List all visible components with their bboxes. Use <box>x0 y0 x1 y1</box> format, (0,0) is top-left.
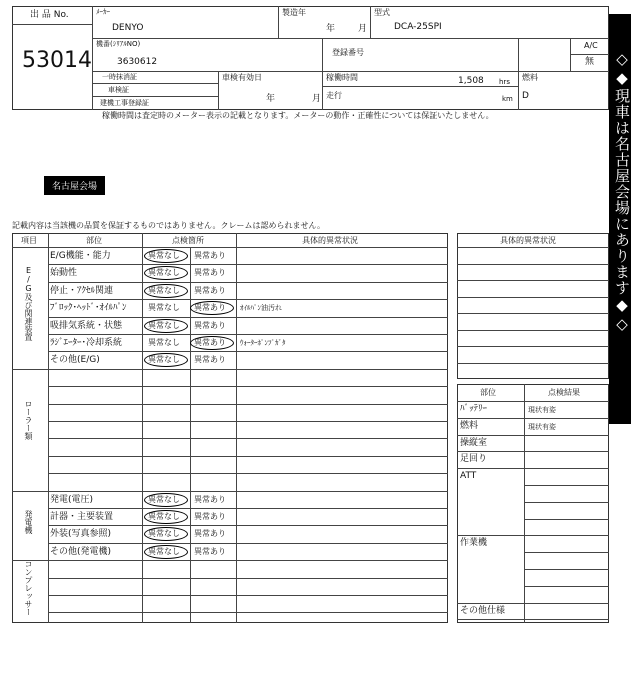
row-part: 計器・主要装置 <box>50 512 114 522</box>
result-line <box>524 586 609 587</box>
row-line <box>48 595 448 596</box>
row-line <box>48 386 448 387</box>
claim-notice: 記載内容は当該機の品質を保証するものではありません。クレームは認められません。 <box>12 221 325 230</box>
header-block <box>12 6 609 110</box>
result-line <box>457 435 609 436</box>
row-detail: ｳｫｰﾀｰﾎﾟﾝﾌﾟｶﾞﾀ <box>240 339 286 347</box>
status-circle <box>144 545 188 559</box>
result-line <box>457 468 609 469</box>
check-normal: 異常なし <box>148 512 180 521</box>
lot-label: 出 品 No. <box>30 10 69 20</box>
row-line <box>48 525 448 526</box>
right-detail-box <box>457 233 609 379</box>
hours-value: 1,508 <box>458 76 484 86</box>
row-line <box>48 473 448 474</box>
location-sidebar <box>609 14 631 424</box>
result-part: 燃料 <box>460 420 479 431</box>
check-abnormal: 異常あり <box>194 268 226 278</box>
ac-label: A/C <box>584 41 598 50</box>
row-line <box>48 543 448 544</box>
status-circle <box>144 249 188 263</box>
row-line <box>48 317 448 318</box>
result-part: 足回り <box>460 454 488 465</box>
result-part: ﾊﾞｯﾃﾘｰ <box>460 404 488 414</box>
row-detail: ｵｲﾙﾊﾟﾝ油汚れ <box>240 304 282 313</box>
result-table <box>457 384 609 623</box>
group-label-roller: ローラー類 <box>24 400 33 440</box>
check-abnormal: 異常あり <box>194 251 226 260</box>
check-normal: 異常なし <box>148 320 180 330</box>
maker-value: DENYO <box>112 23 144 33</box>
detail-line <box>457 297 609 298</box>
row-part: その他(発電機) <box>50 546 112 557</box>
result-line <box>457 451 609 452</box>
row-line <box>48 612 448 613</box>
col-header-part: 部位 <box>86 236 102 245</box>
row-line <box>48 334 448 335</box>
result-line <box>457 401 609 402</box>
check-normal: 異常なし <box>148 494 180 504</box>
ac-value: 無 <box>585 57 595 67</box>
group-line <box>12 491 448 492</box>
status-circle <box>144 493 188 507</box>
month-unit: 月 <box>358 24 368 34</box>
km-unit: km <box>502 95 513 103</box>
right-detail-header: 具体的異常状況 <box>500 236 556 245</box>
row-part: その他(E/G) <box>50 355 100 366</box>
row-part: E/G機能・能力 <box>50 251 111 261</box>
group-label-engine: E/G及び関連装置 <box>24 266 33 341</box>
model-value: DCA-25SPI <box>394 22 442 32</box>
result-line <box>524 502 609 503</box>
detail-line <box>457 346 609 347</box>
check-normal: 異常なし <box>148 251 180 260</box>
check-abnormal: 異常あり <box>194 529 226 539</box>
registration-label: 登録番号 <box>332 48 364 57</box>
fuel-label: 燃料 <box>522 73 538 82</box>
result-part: 作業機 <box>460 538 488 549</box>
result-part: 操縦室 <box>460 437 488 448</box>
row-line <box>48 264 448 265</box>
result-line <box>524 519 609 520</box>
check-normal: 異常なし <box>148 355 180 365</box>
detail-line <box>457 330 609 331</box>
result-part: その他仕様 <box>460 605 506 616</box>
result-line <box>457 418 609 419</box>
col-header-check: 点検箇所 <box>172 236 204 245</box>
check-abnormal: 異常あり <box>194 320 226 330</box>
sidebar-text: ◇◆現車は名古屋会場にあります◆◇ <box>613 50 631 334</box>
check-abnormal: 異常あり <box>194 338 226 347</box>
col-header-item: 項目 <box>21 236 37 245</box>
result-line <box>457 619 609 620</box>
row-part: 外装(写真参照) <box>50 529 112 540</box>
lot-number: 53014 <box>22 48 92 73</box>
group-line <box>12 369 448 370</box>
check-abnormal: 異常あり <box>194 494 226 504</box>
row-part: 停止・ｱｸｾﾙ関連 <box>50 285 114 296</box>
inspection-month-unit: 月 <box>312 94 322 104</box>
row-part: 始動性 <box>50 268 78 279</box>
row-line <box>48 421 448 422</box>
row-line <box>48 299 448 300</box>
row-line <box>48 282 448 283</box>
row-line <box>48 456 448 457</box>
status-circle <box>144 284 188 298</box>
row-part: 発電(電圧) <box>50 494 94 505</box>
license-temp-cancel: 一時抹消証 <box>102 73 137 81</box>
row-part: 吸排気系統・状態 <box>50 320 123 331</box>
inspection-valid-label: 車検有効日 <box>222 73 262 82</box>
hours-label: 稼働時間 <box>326 73 358 82</box>
result-line <box>457 535 609 536</box>
col-header-detail: 具体的異常状況 <box>302 236 358 245</box>
location-tag: 名古屋会場 <box>44 176 105 195</box>
check-abnormal: 異常あり <box>194 546 226 556</box>
group-line <box>12 560 448 561</box>
detail-line <box>457 264 609 265</box>
result-line <box>524 552 609 553</box>
check-normal: 異常なし <box>148 268 180 278</box>
row-part: ﾗｼﾞｴｰﾀｰ･冷却系統 <box>50 338 123 348</box>
fuel-value: D <box>522 91 529 101</box>
row-line <box>48 508 448 509</box>
group-label-compressor: コンプレッサー <box>24 560 33 616</box>
status-circle <box>190 336 234 350</box>
model-label: 型式 <box>374 8 390 17</box>
row-line <box>48 404 448 405</box>
check-abnormal: 異常あり <box>194 355 226 365</box>
check-normal: 異常なし <box>148 338 180 347</box>
result-header-part: 部位 <box>480 388 496 397</box>
check-normal: 異常なし <box>148 546 180 556</box>
check-abnormal: 異常あり <box>194 303 226 313</box>
row-line <box>48 578 448 579</box>
inspection-year-unit: 年 <box>266 94 276 104</box>
serial-label: 機番(ｼﾘｱﾙNO) <box>96 40 141 48</box>
result-line <box>457 603 609 604</box>
detail-line <box>457 280 609 281</box>
result-line <box>524 485 609 486</box>
license-construction: 建機工事登録証 <box>100 99 149 107</box>
check-normal: 異常なし <box>148 285 180 295</box>
hours-unit: hrs <box>499 78 510 86</box>
result-part: ATT <box>460 471 477 482</box>
check-abnormal: 異常あり <box>194 512 226 521</box>
year-unit: 年 <box>326 24 336 34</box>
result-header-result: 点検結果 <box>548 388 580 397</box>
detail-line <box>457 363 609 364</box>
run-label: 走行 <box>326 91 342 100</box>
license-inspection-cert: 車検証 <box>108 86 129 94</box>
check-normal: 異常なし <box>148 303 180 313</box>
row-part: ﾌﾞﾛｯｸ･ﾍｯﾄﾞ･ｵｲﾙﾊﾟﾝ <box>50 303 127 314</box>
result-line <box>524 569 609 570</box>
year-label: 製造年 <box>282 8 306 17</box>
check-normal: 異常なし <box>148 529 180 539</box>
status-circle <box>144 510 188 524</box>
row-line <box>48 438 448 439</box>
check-abnormal: 異常あり <box>194 285 226 295</box>
detail-line <box>457 313 609 314</box>
maker-label: ﾒｰｶｰ <box>96 8 110 16</box>
result-value: 現状有姿 <box>528 406 556 414</box>
status-circle <box>144 319 188 333</box>
result-value: 現状有姿 <box>528 422 556 431</box>
serial-value: 3630612 <box>117 57 158 67</box>
row-line <box>48 351 448 352</box>
meter-notice: 稼働時間は査定時のメーター表示の記載となります。メーターの動作・正確性については保証いたしません。 <box>102 111 494 120</box>
group-label-generator: 発電機 <box>24 510 33 534</box>
